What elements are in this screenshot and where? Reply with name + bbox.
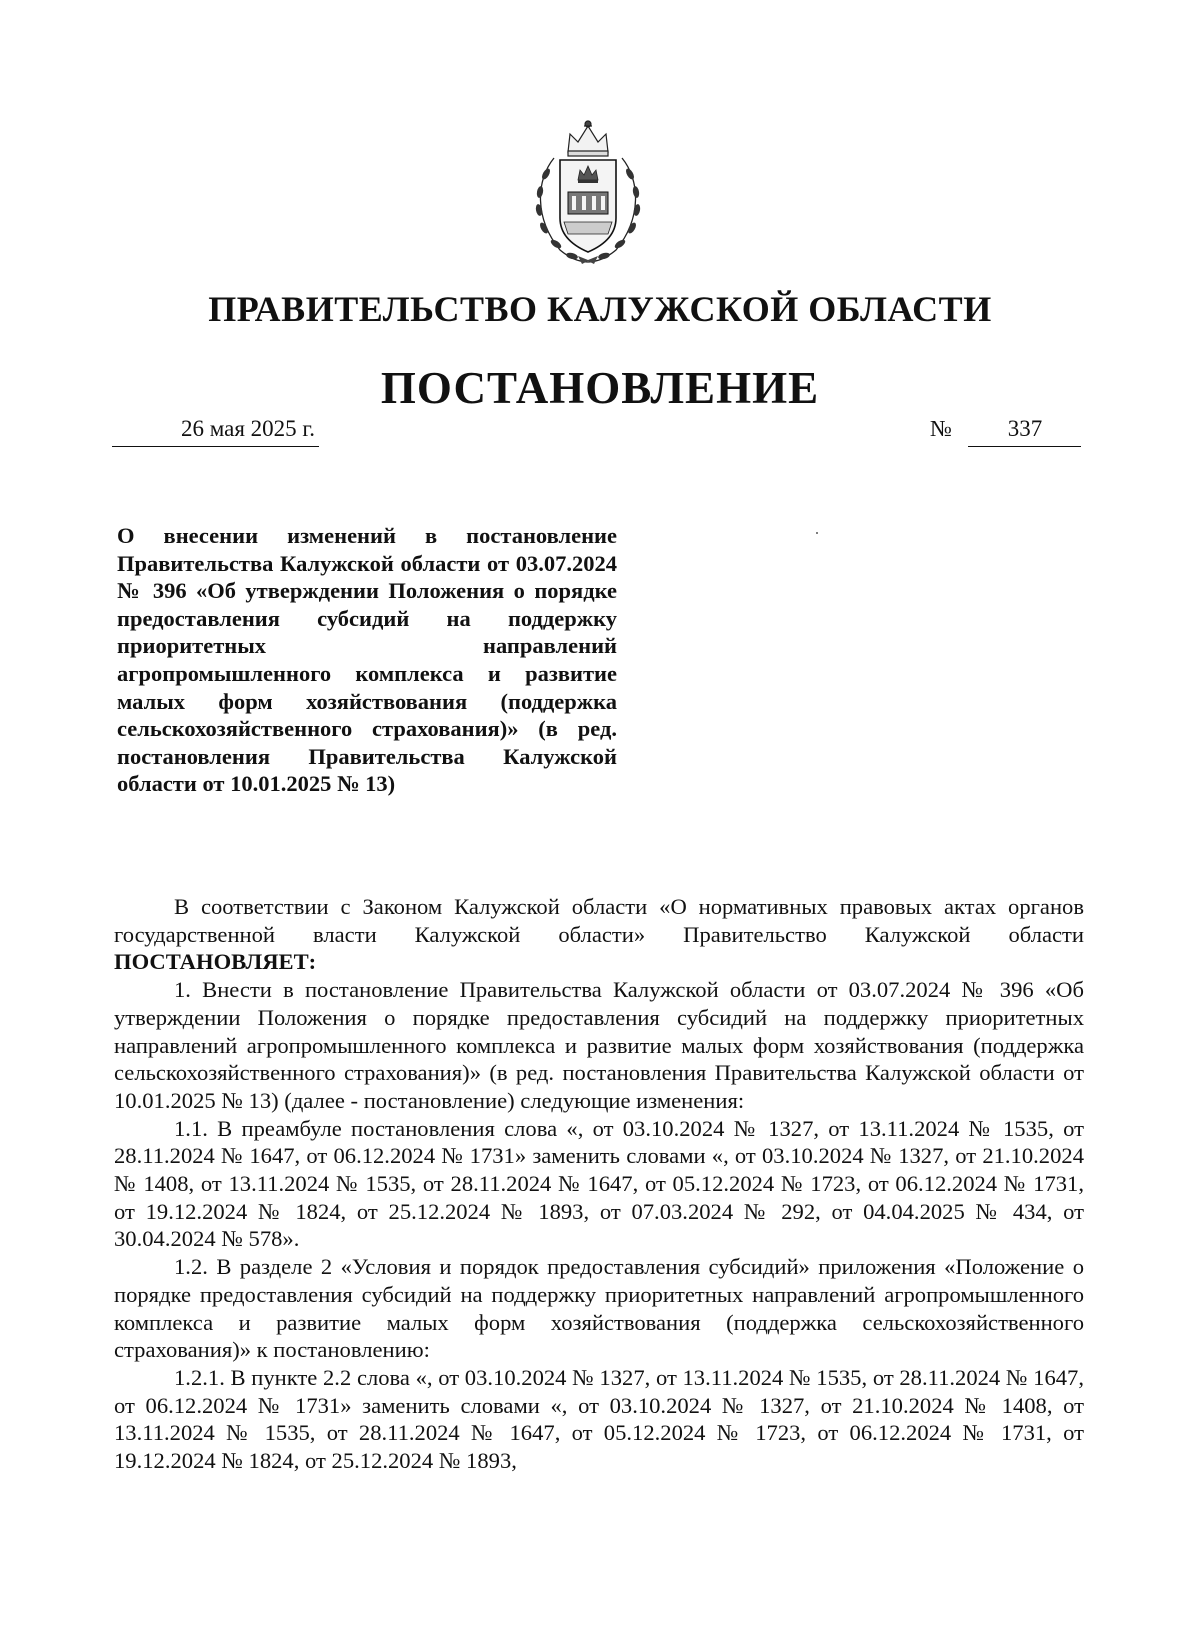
date-underline xyxy=(112,446,319,447)
document-subject: О внесении изменений в постановление Правительства Калужской области от 03.07.2024 № 396 «Об утверждении Положения о порядке предоставления субсидий на поддержку приоритетных направлений агропромышленного комплекса и развитие малых форм хозяйствования (поддержка сельскохозяйственного страхования)» (в ред. постановления Правительства Калужской области от 10.01.2025 № 13) xyxy=(117,523,617,797)
document-type-title: ПОСТАНОВЛЕНИЕ xyxy=(380,363,820,413)
preamble-paragraph xyxy=(114,893,1084,976)
document-number: 337 xyxy=(1007,416,1043,441)
clause-1: 1. Внести в постановление Правительства Калужской области от 03.07.2024 № 396 «Об утверждении Положения о порядке предоставления субсидий на поддержку приоритетных направлений агропромышленного комплекса и развитие малых форм хозяйствования (поддержка сельскохозяйственного страхования)» (в ред. постановления Правительства Калужской области от 10.01.2025 № 13) (далее - постановление) следующие изменения: xyxy=(114,977,1084,1113)
coat-of-arms-icon xyxy=(524,118,652,266)
organization-title: ПРАВИТЕЛЬСТВО КАЛУЖСКОЙ ОБЛАСТИ xyxy=(208,289,992,329)
document-body xyxy=(114,893,1084,1475)
coat-of-arms-emblem xyxy=(524,118,652,266)
preamble-text: В соответствии с Законом Калужской области «О нормативных правовых актах органов государственной власти Калужской области» Правительство Калужской области xyxy=(114,894,1084,947)
number-sign: № xyxy=(930,416,952,441)
clause-1-1: 1.1. В преамбуле постановления слова «, от 03.10.2024 № 1327, от 13.11.2024 № 1535, от 28.11.2024 № 1647, от 06.12.2024 № 1731» заменить словами «, от 03.10.2024 № 1327, от 21.10.2024 № 1408, от 13.11.2024 № 1535, от 28.11.2024 № 1647, от 05.12.2024 № 1723, от 06.12.2024 № 1731, от 19.12.2024 № 1824, от 25.12.2024 № 1893, от 07.03.2024 № 292, от 04.04.2025 № 434, от 30.04.2024 № 578». xyxy=(114,1115,1084,1252)
number-underline xyxy=(968,446,1081,447)
clause-1-2: 1.2. В разделе 2 «Условия и порядок предоставления субсидий» приложения «Положение о порядке предоставления субсидий на поддержку приоритетных направлений агропромышленного комплекса и развитие малых форм хозяйствования (поддержка сельскохозяйственного страхования)» к постановлению: xyxy=(114,1254,1084,1363)
decree-word: ПОСТАНОВЛЯЕТ: xyxy=(114,949,317,975)
clause-1-2-1: 1.2.1. В пункте 2.2 слова «, от 03.10.2024 № 1327, от 13.11.2024 № 1535, от 28.11.2024 № 1647, от 06.12.2024 № 1731» заменить словами «, от 03.10.2024 № 1327, от 21.10.2024 № 1408, от 13.11.2024 № 1535, от 28.11.2024 № 1647, от 05.12.2024 № 1723, от 06.12.2024 № 1731, от 19.12.2024 № 1824, от 25.12.2024 № 1893, xyxy=(114,1364,1084,1474)
document-date: 26 мая 2025 г. xyxy=(180,416,315,441)
scan-speck xyxy=(816,532,818,534)
